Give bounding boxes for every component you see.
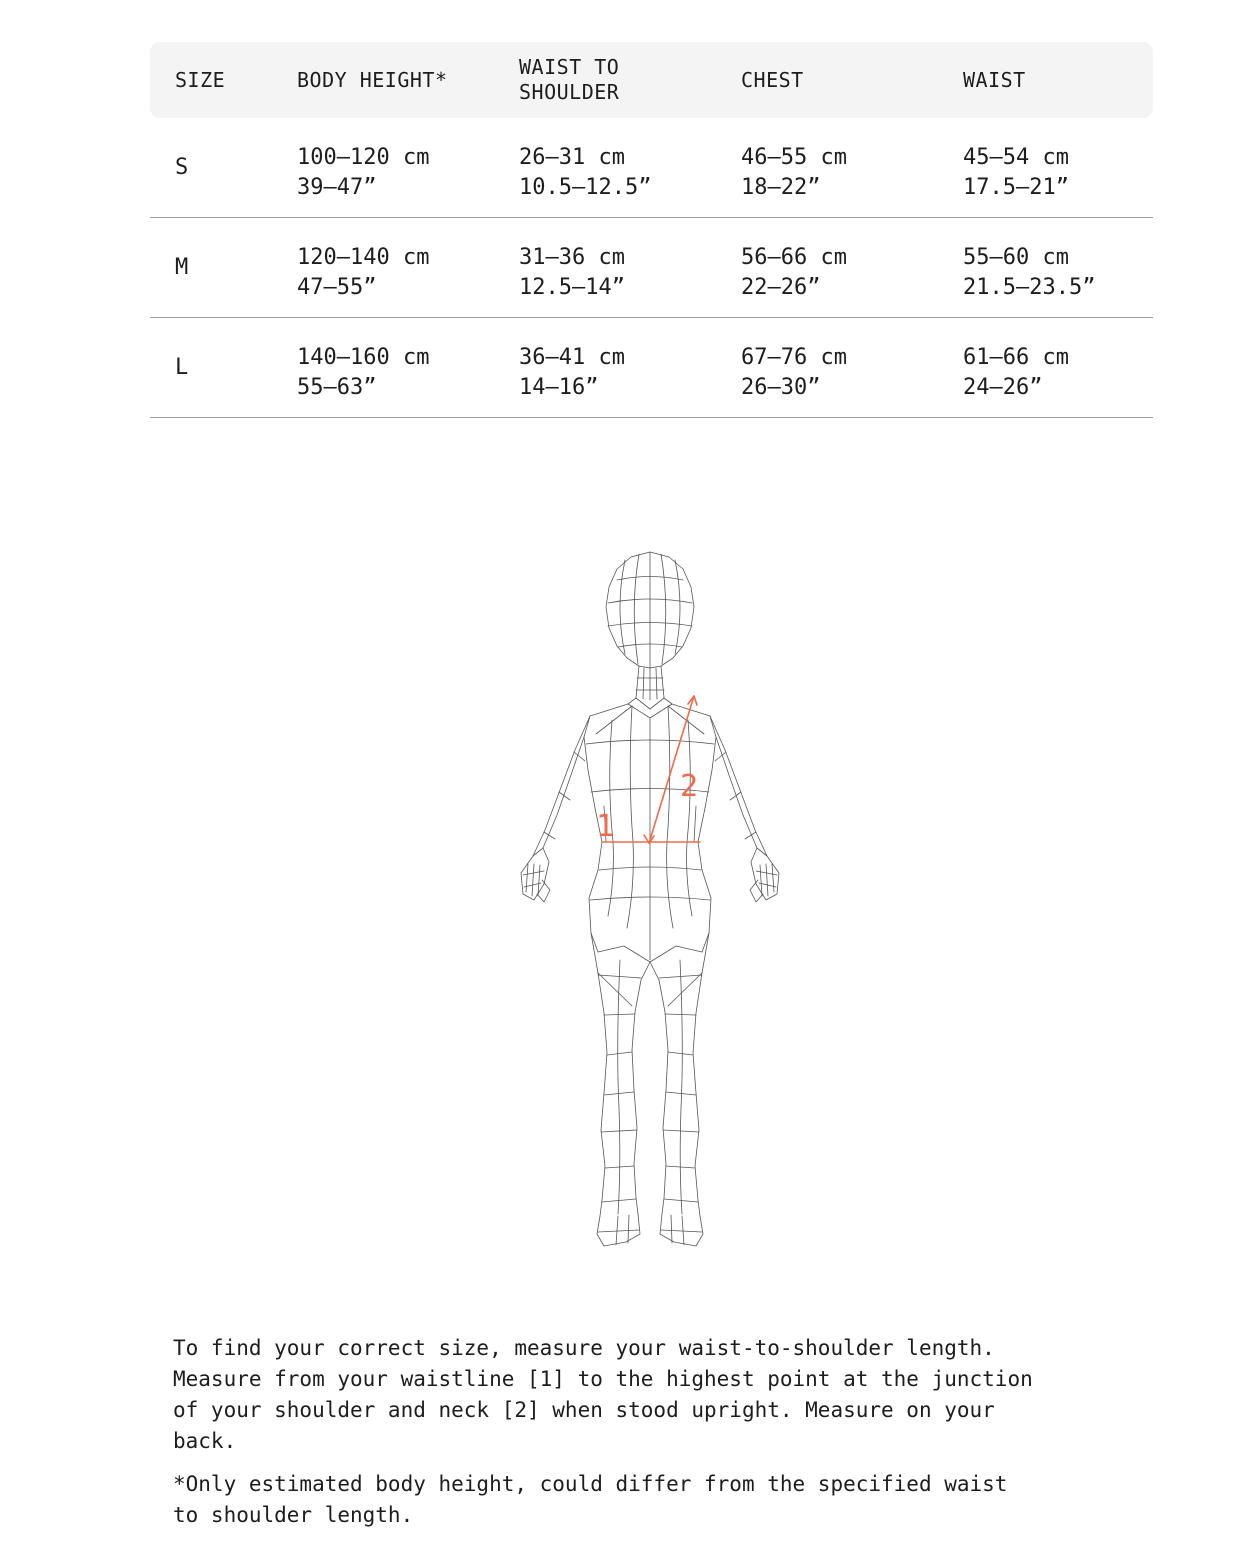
value-cm: 26–31 cm bbox=[519, 145, 625, 170]
value-in: 22–26” bbox=[741, 275, 821, 300]
body-height-cell bbox=[297, 218, 519, 317]
chest-cell bbox=[741, 318, 963, 417]
size-label: S bbox=[175, 155, 189, 180]
value-cm: 56–66 cm bbox=[741, 245, 847, 270]
size-table-header bbox=[150, 42, 1153, 118]
value-in: 17.5–21” bbox=[963, 175, 1069, 200]
value-in: 24–26” bbox=[963, 375, 1043, 400]
figure-left-leg bbox=[591, 933, 650, 1246]
value-cm: 36–41 cm bbox=[519, 345, 625, 370]
column-header-size: SIZE bbox=[175, 67, 226, 92]
figure-left-hand bbox=[521, 848, 550, 902]
measure-instructions: To find your correct size, measure your waist-to-shoulder length. Measure from your waistline [1] to the highest point at the junction of your shoulder and neck [2] when stood upright. Measure on your back. bbox=[173, 1336, 1033, 1453]
value-in: 21.5–23.5” bbox=[963, 275, 1096, 300]
waist-to-shoulder-cell bbox=[519, 218, 741, 317]
mannequin-wireframe bbox=[492, 548, 812, 1264]
figure-right-leg bbox=[650, 933, 709, 1246]
figure-right-foot bbox=[660, 1214, 703, 1246]
value-in: 18–22” bbox=[741, 175, 821, 200]
figure-right-arm bbox=[710, 716, 779, 902]
figure-neck bbox=[628, 666, 672, 704]
size-guide-figure bbox=[492, 548, 812, 1264]
value-cm: 31–36 cm bbox=[519, 245, 625, 270]
table-row-m bbox=[150, 218, 1153, 318]
column-header-body-height: BODY HEIGHT* bbox=[297, 67, 448, 92]
body-height-cell bbox=[297, 318, 519, 417]
waist-cell bbox=[963, 218, 1153, 317]
waist-marker-label: 1 bbox=[596, 809, 615, 844]
chest-cell bbox=[741, 218, 963, 317]
shoulder-marker-label: 2 bbox=[680, 769, 699, 804]
value-cm: 67–76 cm bbox=[741, 345, 847, 370]
value-in: 39–47” bbox=[297, 175, 377, 200]
column-header-chest: CHEST bbox=[741, 67, 804, 92]
value-in: 26–30” bbox=[741, 375, 821, 400]
value-in: 10.5–12.5” bbox=[519, 175, 652, 200]
waist-to-shoulder-cell bbox=[519, 118, 741, 217]
value-cm: 46–55 cm bbox=[741, 145, 847, 170]
value-cm: 140–160 cm bbox=[297, 345, 430, 370]
size-table bbox=[150, 42, 1153, 418]
value-cm: 45–54 cm bbox=[963, 145, 1069, 170]
figure-right-hand bbox=[750, 848, 779, 902]
waist-cell bbox=[963, 318, 1153, 417]
column-header-waist: WAIST bbox=[963, 67, 1026, 92]
waist-cell bbox=[963, 118, 1153, 217]
size-label: M bbox=[175, 255, 189, 280]
figure-left-arm bbox=[521, 716, 590, 902]
column-header-waist-to-shoulder: WAIST TO SHOULDER bbox=[519, 55, 620, 104]
figure-head bbox=[606, 552, 694, 668]
table-row-s bbox=[150, 118, 1153, 218]
value-cm: 61–66 cm bbox=[963, 345, 1069, 370]
chest-cell bbox=[741, 118, 963, 217]
waist-to-shoulder-cell bbox=[519, 318, 741, 417]
value-cm: 55–60 cm bbox=[963, 245, 1069, 270]
table-row-l bbox=[150, 318, 1153, 418]
value-in: 55–63” bbox=[297, 375, 377, 400]
value-in: 47–55” bbox=[297, 275, 377, 300]
value-cm: 120–140 cm bbox=[297, 245, 430, 270]
body-height-cell bbox=[297, 118, 519, 217]
figure-left-foot bbox=[597, 1214, 640, 1246]
body-height-footnote: *Only estimated body height, could differ from the specified waist to shoulder length. bbox=[173, 1472, 1008, 1527]
value-cm: 100–120 cm bbox=[297, 145, 430, 170]
measurement-annotations bbox=[596, 696, 700, 844]
value-in: 14–16” bbox=[519, 375, 599, 400]
size-label: L bbox=[175, 355, 189, 380]
value-in: 12.5–14” bbox=[519, 275, 625, 300]
